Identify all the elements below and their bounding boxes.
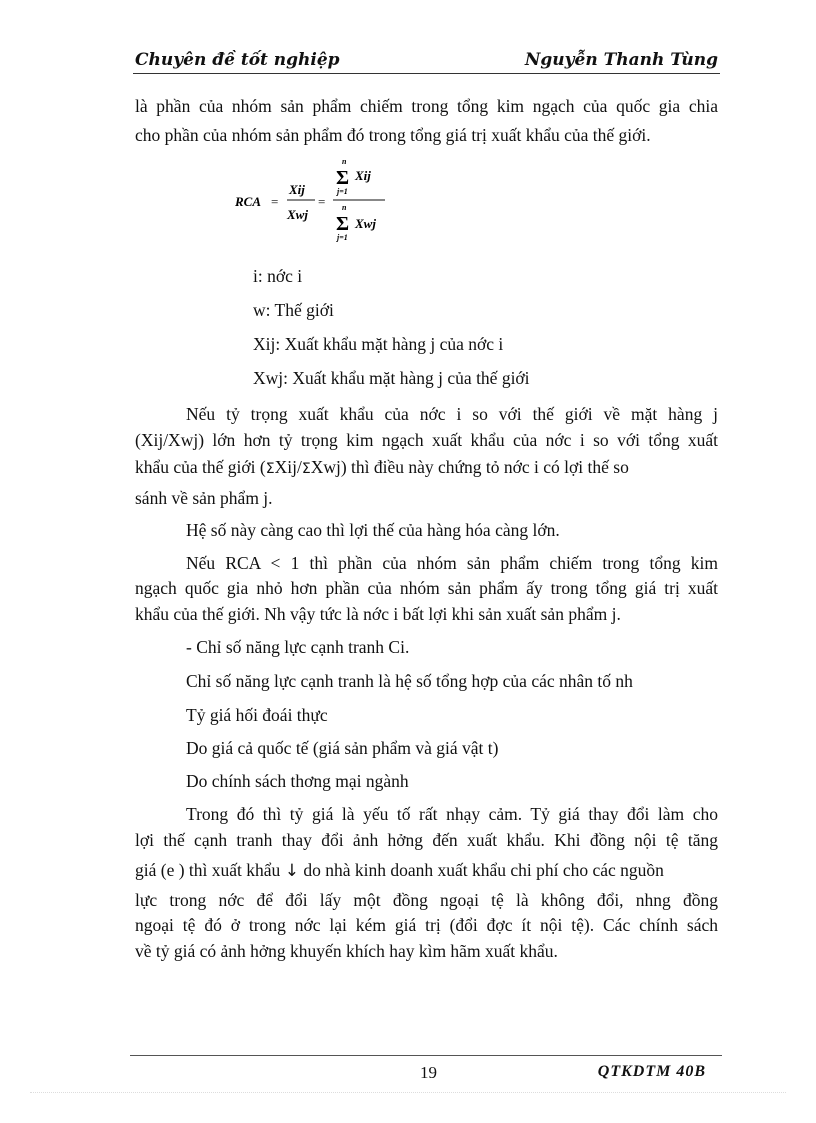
para4-line-3-part-a: giá (e ) thì xuất khẩu (135, 860, 285, 880)
formula-equals-2: = (318, 194, 326, 209)
para4-line-1: Trong đó thì tỷ giá là yếu tố rất nhạy cảm. Tỷ giá thay đổi làm cho (186, 804, 718, 824)
para1-line-2: (Xij/Xwj) lớn hơn tỷ trọng kim ngạch xuất khẩu của nớc i so với tổng xuất (135, 430, 718, 450)
formula-frac1-num: Xij (289, 182, 305, 197)
formula-sum-den-term: Xwj (355, 216, 376, 231)
formula-sum-num-bottom: j=1 (337, 187, 348, 196)
sigma-symbol: Σ (265, 461, 275, 477)
definition-xwj: Xwj: Xuất khẩu mặt hàng j của thế giới (253, 368, 530, 388)
formula-sum-num-top: n (342, 157, 347, 166)
header-author-right: Nguyễn Thanh Tùng (524, 50, 718, 70)
factor-exchange-rate: Tỷ giá hối đoái thực (186, 705, 328, 725)
header-rule (133, 73, 720, 74)
para3-line-3: khẩu của thế giới. Nh vậy tức là nớc i bất lợi khi sản xuất sản phẩm j. (135, 604, 621, 624)
bullet-ci-index: - Chỉ số năng lực cạnh tranh Ci. (186, 637, 410, 657)
para4-line-5: ngoại tệ đó ở trong nớc lại kém giá trị (đổi đợc ít nội tệ). Các chính sách (135, 915, 718, 935)
para2-line: Hệ số này càng cao thì lợi thế của hàng hóa càng lớn. (186, 520, 560, 540)
page-bottom-dotted-edge (30, 1092, 786, 1093)
formula-lhs: RCA (235, 194, 262, 209)
para4-line-6: về tỷ giá có ảnh hởng khuyến khích hay kìm hãm xuất khẩu. (135, 941, 558, 961)
para1-line-3-part-a: khẩu của thế giới ( (135, 457, 266, 477)
factor-trade-policy: Do chính sách thơng mại ngành (186, 771, 409, 791)
body-line-2: cho phần của nhóm sản phẩm đó trong tổng giá trị xuất khẩu của thế giới. (135, 125, 651, 145)
rca-formula (235, 158, 405, 248)
formula-sum-den-top: n (342, 203, 347, 212)
definition-xij: Xij: Xuất khẩu mặt hàng j của nớc i (253, 334, 504, 354)
para3-line-2: ngạch quốc gia nhỏ hơn phần của nhóm sản phẩm ấy trong tổng giá trị xuất (135, 578, 718, 598)
footer-class-code: QTKDTM 40B (597, 1063, 706, 1080)
formula-sum-den-bottom: j=1 (337, 233, 348, 242)
formula-frac1-den: Xwj (287, 207, 308, 222)
definition-w: w: Thế giới (253, 300, 334, 320)
para3-line-1: Nếu RCA < 1 thì phần của nhóm sản phẩm chiếm trong tổng kim (186, 553, 718, 573)
header-title-left: Chuyên đề tốt nghiệp (135, 50, 340, 70)
para1-line-3-part-c: Xwj) thì điều này chứng tỏ nớc i có lợi thế so (310, 457, 629, 477)
para4-line-2: lợi thế cạnh tranh thay đổi ảnh hởng đến xuất khẩu. Khi đồng nội tệ tăng (135, 830, 718, 850)
para1-line-4: sánh về sản phẩm j. (135, 488, 273, 508)
para4-line-3-part-c: do nhà kinh doanh xuất khẩu chi phí cho các nguồn (298, 860, 664, 880)
sigma-symbol: Σ (301, 461, 311, 477)
formula-sum-den-sigma: Σ (336, 213, 350, 235)
para1-line-1: Nếu tỷ trọng xuất khẩu của nớc i so với thế giới về mặt hàng j (186, 404, 718, 424)
formula-sum-num-sigma: Σ (336, 167, 350, 189)
formula-sum-num-term: Xij (355, 168, 371, 183)
para1-line-3 (135, 456, 718, 480)
definition-i: i: nớc i (253, 266, 303, 286)
para4-line-4: lực trong nớc để đổi lấy một đồng ngoại tệ là không đổi, nhng đồng (135, 890, 718, 910)
ci-definition: Chỉ số năng lực cạnh tranh là hệ số tổng hợp của các nhân tố nh (186, 671, 633, 691)
down-arrow-icon: ↓ (284, 861, 299, 881)
formula-equals-1: = (271, 194, 279, 209)
para1-line-3-part-b: Xij/ (274, 457, 302, 477)
factor-world-price: Do giá cả quốc tế (giá sản phẩm và giá vật t) (186, 738, 499, 758)
page-number: 19 (420, 1063, 437, 1082)
body-line-1: là phần của nhóm sản phẩm chiếm trong tổng kim ngạch của quốc gia chia (135, 96, 718, 116)
para4-line-3 (135, 859, 718, 882)
footer-rule (130, 1055, 722, 1056)
